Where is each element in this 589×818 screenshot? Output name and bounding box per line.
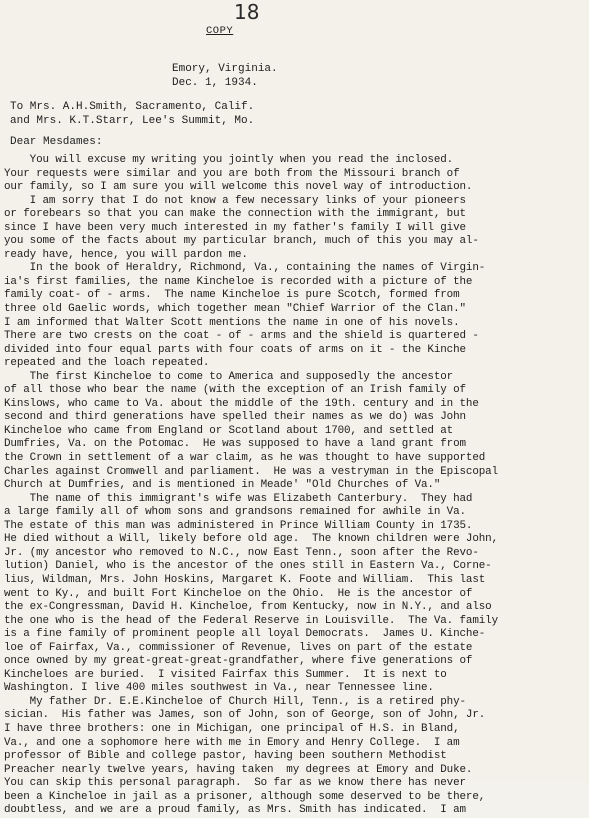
body-line: is a fine family of prominent people all loyal Democrats. James U. Kinche- (4, 628, 486, 641)
body-line: The estate of this man was administered in Prince William County in 1735. (4, 519, 473, 532)
body-line: Dumfries, Va. on the Potomac. He was supposed to have a land grant from (4, 438, 466, 451)
body-line: the ex-Congressman, David H. Kincheloe, from Kentucky, now in N.Y., and also (4, 601, 492, 614)
body-line: went to Ky., and built Fort Kincheloe on the Ohio. He is the ancestor of (4, 587, 473, 600)
body-line: loe of Fairfax, Va., commissioner of Revenue, lives on part of the estate (4, 641, 473, 654)
body-line: since I have been very much interested in my father's family I will give (4, 221, 466, 234)
salutation: Dear Mesdames: (10, 136, 103, 148)
body-line: The first Kincheloe to come to America and supposedly the ancestor (4, 370, 454, 383)
body-line: Preacher nearly twelve years, having taken my degrees at Emory and Duke. (4, 763, 473, 776)
body-line: once owned by my great-great-great-grandfather, where five generations of (4, 655, 473, 668)
body-line: ready have, hence, you will pardon me. (4, 248, 248, 261)
dateline-place: Emory, Virginia. (172, 63, 278, 75)
body-line: the Crown in settlement of a war claim, as he was thought to have supported (4, 452, 486, 465)
body-line: sician. His father was James, son of John, son of George, son of John, Jr. (4, 709, 486, 722)
body-line: The name of this immigrant's wife was Elizabeth Canterbury. They had (4, 492, 473, 505)
body-line: our family, so I am sure you will welcome this novel way of introduction. (4, 181, 473, 194)
body-line: Charles against Cromwell and parliament. He was a vestryman in the Episcopal (4, 465, 498, 478)
handwritten-page-number: 18 (234, 0, 260, 24)
body-line: You can skip this personal paragraph. So far as we know there has never (4, 777, 466, 790)
body-line: repeated and the loach repeated. (4, 357, 210, 370)
recipient-address (10, 100, 254, 128)
dateline-date: Dec. 1, 1934. (172, 77, 258, 89)
body-line: There are two crests on the coat - of - arms and the shield is quartered - (4, 330, 479, 343)
body-line: My father Dr. E.E.Kincheloe of Church Hill, Tenn., is a retired phy- (4, 695, 466, 708)
body-line: divided into four equal parts with four coats of arms on it - the Kinche (4, 343, 466, 356)
body-line: I am informed that Walter Scott mentions the name in one of his novels. (4, 316, 460, 329)
body-line: Va., and one a sophomore here with me in Emory and Henry College. I am (4, 736, 460, 749)
body-line: He died without a Will, likely before old age. The known children were John, (4, 533, 498, 546)
body-line: Jr. (my ancestor who removed to N.C., now East Tenn., soon after the Revo- (4, 546, 479, 559)
body-line: Your requests were similar and you are both from the Missouri branch of (4, 167, 460, 180)
body-line: I have three brothers: one in Michigan, one principal of H.S. in Bland, (4, 722, 460, 735)
body-line: ia's first families, the name Kincheloe is recorded with a picture of the (4, 275, 473, 288)
copy-label: COPY (206, 25, 234, 37)
body-line: Kincheloe who came from England or Scotland about 1700, and settled at (4, 424, 454, 437)
address-line: and Mrs. K.T.Starr, Lee's Summit, Mo. (10, 115, 255, 127)
body-line: Church at Dumfries, and is mentioned in Meade' "Old Churches of Va." (4, 479, 441, 492)
body-line: family coat- of - arms. The name Kincheloe is pure Scotch, formed from (4, 289, 460, 302)
letter-body (4, 154, 587, 818)
body-line: been a Kincheloe in jail as a prisoner, although some deserved to be there, (4, 790, 486, 803)
body-line: lius, Wildman, Mrs. John Hoskins, Margaret K. Foote and William. This last (4, 573, 486, 586)
body-line: the one who is the head of the Federal Reserve in Louisville. The Va. family (4, 614, 498, 627)
body-line: I am sorry that I do not know a few necessary links of your pioneers (4, 194, 466, 207)
body-line: Washington. I live 400 miles southwest in Va., near Tennessee line. (4, 682, 434, 695)
address-line: To Mrs. A.H.Smith, Sacramento, Calif. (10, 101, 255, 113)
body-line: of all those who bear the name (with the exception of an Irish family of (4, 384, 466, 397)
dateline (172, 62, 278, 90)
body-line: You will excuse my writing you jointly when you read the inclosed. (4, 154, 454, 166)
body-line: professor of Bible and college pastor, having been southern Methodist (4, 750, 447, 763)
body-line: In the book of Heraldry, Richmond, Va., containing the names of Virgin- (4, 262, 486, 275)
body-line: second and third generations have spelled their names as we do) was John (4, 411, 466, 424)
body-line: Kinslows, who came to Va. about the middle of the 19th. century and in the (4, 397, 479, 410)
body-line: three old Gaelic words, which together mean "Chief Warrior of the Clan." (4, 303, 466, 316)
body-line: lution) Daniel, who is the ancestor of the ones still in Eastern Va., Corne- (4, 560, 492, 573)
body-line: a large family all of whom sons and grandsons remained for awhile in Va. (4, 506, 466, 519)
body-line: you some of the facts about my particular branch, much of this you may al- (4, 235, 479, 248)
body-line: doubtless, and we are a proud family, as Mrs. Smith has indicated. I am (4, 804, 466, 817)
body-line: or forebears so that you can make the connection with the immigrant, but (4, 208, 466, 221)
body-line: Kincheloes are buried. I visited Fairfax this Summer. It is next to (4, 668, 447, 681)
